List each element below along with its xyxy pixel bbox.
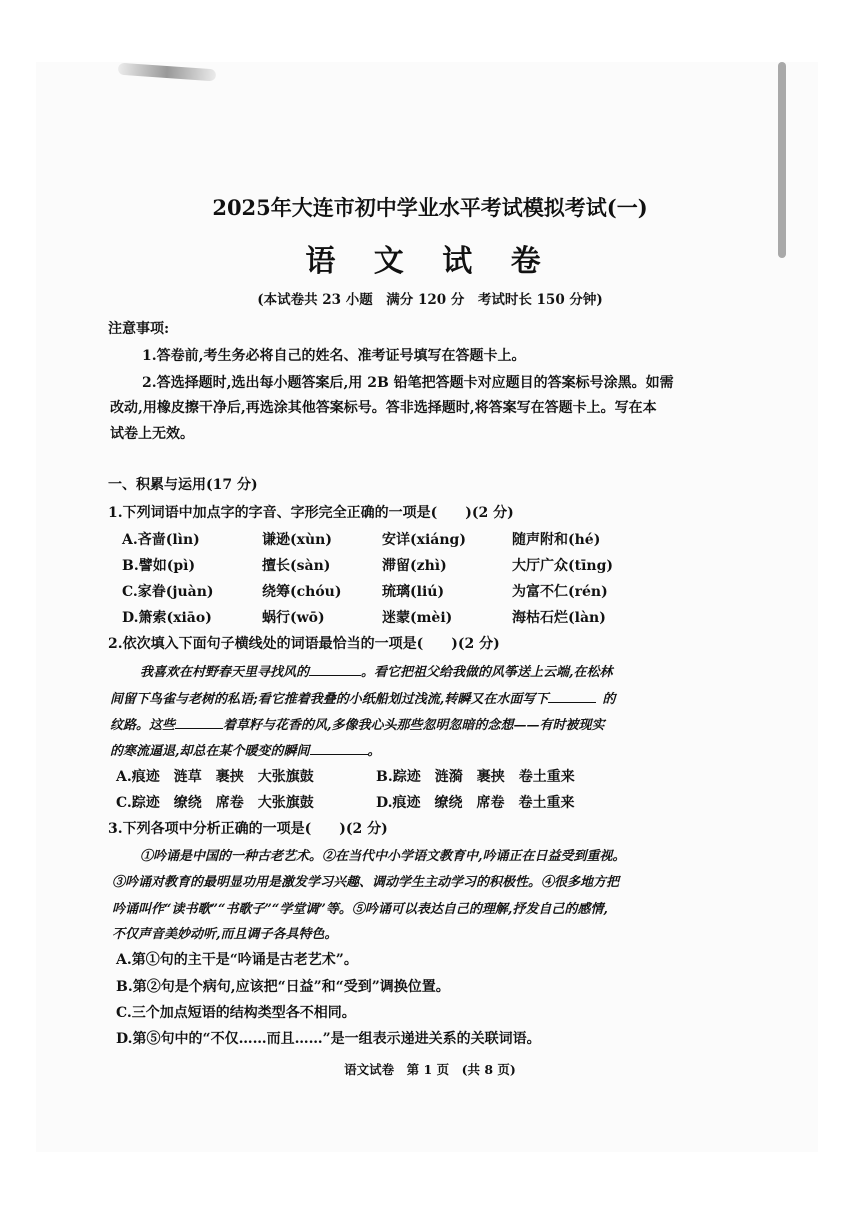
q2-passage-text: 间留下鸟雀与老树的私语;看它推着我叠的小纸船划过浅流,转瞬又在水面写下	[110, 692, 549, 707]
q2-stem: 2.依次填入下面句子横线处的词语最恰当的一项是( )(2 分)	[108, 636, 500, 652]
q1-option-a-1: A.吝啬(lìn)	[122, 532, 200, 548]
q1-stem: 1.下列词语中加点字的字音、字形完全正确的一项是( )(2 分)	[108, 505, 514, 521]
q3-passage-line-3: 吟诵叫作“读书歌”“书歌子”“学堂调”等。⑤吟诵可以表达自己的理解,抒发自己的感情,	[112, 902, 608, 917]
notice-item-2-line-3: 试卷上无效。	[110, 426, 194, 442]
q2-passage-line-1	[140, 661, 613, 680]
q1-option-a-2: 谦逊(xùn)	[262, 532, 332, 548]
notice-heading: 注意事项:	[108, 321, 170, 337]
q1-option-d-1: D.箫索(xiāo)	[122, 610, 212, 626]
q2-passage-text: 着草籽与花香的风,多像我心头那些忽明忽暗的念想——有时被现实	[223, 718, 605, 733]
q2-passage-text: 。	[367, 744, 381, 759]
section-1-heading: 一、积累与运用(17 分)	[108, 477, 258, 493]
fill-blank-2	[548, 690, 596, 703]
q2-option-b: B.踪迹 涟漪 裹挟 卷土重来	[376, 769, 575, 785]
q2-passage-text: 我喜欢在村野春天里寻找风的	[140, 665, 310, 680]
fill-blank-3	[175, 716, 223, 729]
q1-option-b-3: 滞留(zhì)	[382, 558, 447, 574]
q2-passage-text: 的寒流逼退,却总在某个暖变的瞬间	[110, 744, 310, 759]
q1-option-d-4: 海枯石烂(làn)	[512, 610, 606, 626]
exam-title: 2025年大连市初中学业水平考试模拟考试(一)	[212, 195, 648, 220]
q3-option-a: A.第①句的主干是“吟诵是古老艺术”。	[116, 952, 358, 968]
page-footer: 语文试卷 第 1 页 (共 8 页)	[344, 1062, 516, 1077]
q3-passage-line-2: ③吟诵对教育的最明显功用是激发学习兴趣、调动学生主动学习的积极性。④很多地方把	[112, 875, 620, 890]
q1-option-d-2: 蜗行(wō)	[262, 610, 325, 626]
q2-option-a: A.痕迹 涟草 裹挟 大张旗鼓	[116, 769, 314, 785]
q1-option-c-4: 为富不仁(rén)	[512, 584, 608, 600]
q3-passage-line-1: ①吟诵是中国的一种古老艺术。②在当代中小学语文教育中,吟诵正在日益受到重视。	[140, 849, 626, 864]
q1-option-d-3: 迷蒙(mèi)	[382, 610, 453, 626]
q2-option-c: C.踪迹 缭绕 席卷 大张旗鼓	[116, 795, 314, 811]
q2-passage-text: 。看它把祖父给我做的风筝送上云端,在松林	[361, 665, 613, 680]
q1-option-a-3: 安详(xiáng)	[382, 532, 466, 548]
scrollbar-thumb[interactable]	[778, 62, 786, 258]
subject-title: 语 文 试 卷	[305, 244, 555, 279]
exam-info: (本试卷共 23 小题 满分 120 分 考试时长 150 分钟)	[257, 292, 603, 308]
notice-item-1: 1.答卷前,考生务必将自己的姓名、准考证号填写在答题卡上。	[142, 348, 526, 364]
q2-passage-line-2	[110, 688, 615, 707]
q1-option-c-1: C.家眷(juàn)	[122, 584, 214, 600]
q2-passage-line-4	[110, 740, 381, 759]
q3-option-b: B.第②句是个病句,应该把“日益”和“受到”调换位置。	[116, 979, 450, 995]
q3-option-c: C.三个加点短语的结构类型各不相同。	[116, 1005, 356, 1021]
q2-passage-text: 的	[602, 692, 616, 707]
q1-option-b-4: 大厅广众(tīng)	[512, 558, 614, 574]
q1-option-b-1: B.譬如(pì)	[122, 558, 196, 574]
q1-option-a-4: 随声附和(hé)	[512, 532, 601, 548]
q1-option-c-2: 绕筹(chóu)	[262, 584, 342, 600]
fill-blank-1	[309, 663, 361, 676]
q3-stem: 3.下列各项中分析正确的一项是( )(2 分)	[108, 821, 388, 837]
q3-passage-line-4: 不仅声音美妙动听,而且调子各具特色。	[112, 927, 338, 942]
q1-option-c-3: 琉璃(liú)	[382, 584, 445, 600]
q3-option-d: D.第⑤句中的“不仅……而且……”是一组表示递进关系的关联词语。	[116, 1031, 541, 1047]
q1-option-b-2: 擅长(sàn)	[262, 558, 331, 574]
fill-blank-4	[310, 742, 368, 755]
notice-item-2-line-2: 改动,用橡皮擦干净后,再选涂其他答案标号。答非选择题时,将答案写在答题卡上。写在本	[110, 400, 657, 416]
q2-passage-line-3	[110, 714, 605, 733]
notice-item-2-line-1: 2.答选择题时,选出每小题答案后,用 2B 铅笔把答题卡对应题目的答案标号涂黑。如需	[142, 375, 674, 391]
q2-option-d: D.痕迹 缭绕 席卷 卷土重来	[376, 795, 575, 811]
q2-passage-text: 纹路。这些	[110, 718, 176, 733]
